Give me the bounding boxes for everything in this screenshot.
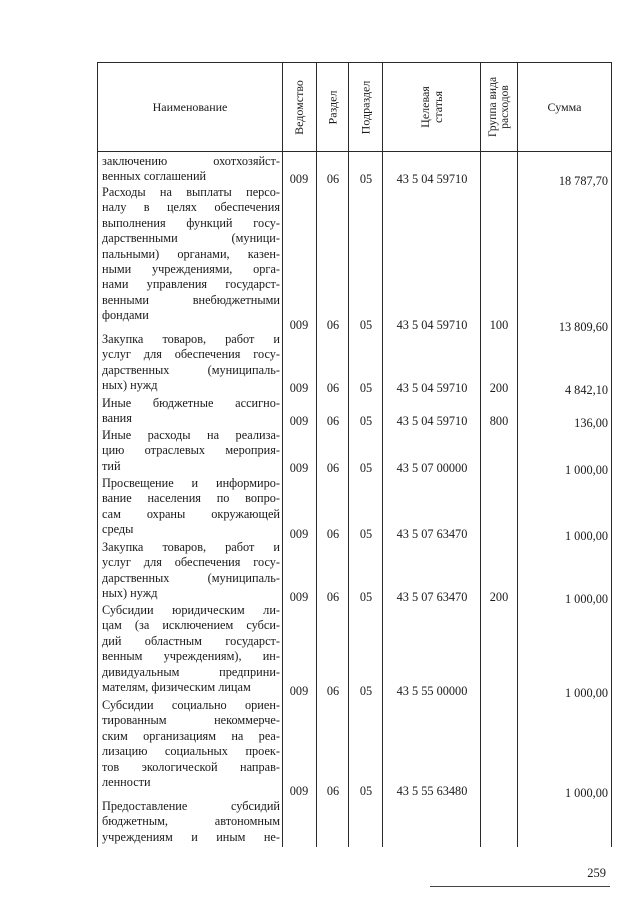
header-podrazdel: Подраздел bbox=[358, 80, 373, 134]
cell-summa: 1 000,00 bbox=[564, 463, 608, 477]
col-divider bbox=[517, 62, 518, 847]
row-description: Закупка товаров, работ и услуг для обеспечения госу- дарственных (муниципаль- ных) нужд bbox=[102, 332, 280, 393]
page-number: 259 bbox=[587, 866, 606, 880]
cell-vedomstvo: 009 bbox=[289, 527, 309, 541]
cell-podrazdel: 05 bbox=[359, 527, 373, 541]
cell-tselevaya: 43 5 07 63470 bbox=[396, 590, 468, 604]
cell-tselevaya: 43 5 04 59710 bbox=[396, 172, 468, 186]
cell-razdel: 06 bbox=[326, 414, 340, 428]
cell-razdel: 06 bbox=[326, 527, 340, 541]
table-left-border bbox=[97, 62, 98, 847]
cell-summa: 136,00 bbox=[574, 416, 608, 430]
cell-vedomstvo: 009 bbox=[289, 318, 309, 332]
cell-podrazdel: 05 bbox=[359, 784, 373, 798]
header-tselevaya: Целевая статья bbox=[417, 86, 445, 128]
cell-gruppa: 100 bbox=[489, 318, 509, 332]
cell-razdel: 06 bbox=[326, 318, 340, 332]
cell-gruppa: 200 bbox=[489, 381, 509, 395]
cell-razdel: 06 bbox=[326, 381, 340, 395]
cell-summa: 1 000,00 bbox=[564, 592, 608, 606]
cell-razdel: 06 bbox=[326, 784, 340, 798]
cell-vedomstvo: 009 bbox=[289, 461, 309, 475]
header-summa: Сумма bbox=[547, 99, 582, 114]
cell-podrazdel: 05 bbox=[359, 590, 373, 604]
table-right-border bbox=[611, 62, 612, 847]
cell-vedomstvo: 009 bbox=[289, 414, 309, 428]
row-description: Субсидии юридическим ли- цам (за исключением субси- дий областным государст- венным учреждениям), ин- дивидуальным предприни- мателям, физическим лицам bbox=[102, 603, 280, 695]
cell-tselevaya: 43 5 04 59710 bbox=[396, 381, 468, 395]
col-divider bbox=[316, 62, 317, 847]
cell-vedomstvo: 009 bbox=[289, 784, 309, 798]
cell-podrazdel: 05 bbox=[359, 318, 373, 332]
cell-vedomstvo: 009 bbox=[289, 172, 309, 186]
cell-podrazdel: 05 bbox=[359, 381, 373, 395]
cell-tselevaya: 43 5 07 00000 bbox=[396, 461, 468, 475]
cell-vedomstvo: 009 bbox=[289, 590, 309, 604]
row-description: Субсидии социально ориен- тированным некоммерче- ским организациям на реа- лизацию социальных проек- тов экологической направ- ленности bbox=[102, 698, 280, 790]
header-bottom-border bbox=[97, 151, 612, 152]
cell-razdel: 06 bbox=[326, 461, 340, 475]
cell-vedomstvo: 009 bbox=[289, 684, 309, 698]
header-vedomstvo: Ведомство bbox=[292, 79, 307, 135]
row-description: Предоставление субсидий бюджетным, автономным учреждениям и иным не- bbox=[102, 799, 280, 844]
cell-summa: 18 787,70 bbox=[558, 174, 608, 188]
cell-podrazdel: 05 bbox=[359, 172, 373, 186]
cell-tselevaya: 43 5 55 63480 bbox=[396, 784, 468, 798]
cell-vedomstvo: 009 bbox=[289, 381, 309, 395]
cell-gruppa: 800 bbox=[489, 414, 509, 428]
cell-summa: 1 000,00 bbox=[564, 686, 608, 700]
cell-summa: 13 809,60 bbox=[558, 320, 608, 334]
row-description: Закупка товаров, работ и услуг для обеспечения госу- дарственных (муниципаль- ных) нужд bbox=[102, 540, 280, 601]
col-divider bbox=[348, 62, 349, 847]
cell-tselevaya: 43 5 07 63470 bbox=[396, 527, 468, 541]
cell-tselevaya: 43 5 04 59710 bbox=[396, 318, 468, 332]
cell-razdel: 06 bbox=[326, 590, 340, 604]
cell-tselevaya: 43 5 55 00000 bbox=[396, 684, 468, 698]
row-description: Иные бюджетные ассигно- вания bbox=[102, 396, 280, 426]
cell-podrazdel: 05 bbox=[359, 684, 373, 698]
cell-summa: 1 000,00 bbox=[564, 529, 608, 543]
row-description: Расходы на выплаты персо- налу в целях обеспечения выполнения функций госу- дарственными (муници- пальными) органами, казен- ными учреждениями, орга- нами управления государст- венными внебюджетными фондами bbox=[102, 185, 280, 323]
cell-razdel: 06 bbox=[326, 684, 340, 698]
header-name: Наименование bbox=[152, 99, 228, 114]
cell-gruppa: 200 bbox=[489, 590, 509, 604]
col-divider bbox=[382, 62, 383, 847]
col-divider bbox=[480, 62, 481, 847]
header-gruppa: Группа вида расходов bbox=[487, 76, 512, 138]
cell-podrazdel: 05 bbox=[359, 414, 373, 428]
footer-rule bbox=[430, 886, 610, 887]
row-description: Просвещение и информиро- вание населения по вопро- сам охраны окружающей среды bbox=[102, 476, 280, 537]
cell-summa: 1 000,00 bbox=[564, 786, 608, 800]
row-description: заключению охотхозяйст- венных соглашений bbox=[102, 154, 280, 184]
row-description: Иные расходы на реализа- цию отраслевых мероприя- тий bbox=[102, 428, 280, 473]
cell-tselevaya: 43 5 04 59710 bbox=[396, 414, 468, 428]
cell-summa: 4 842,10 bbox=[564, 383, 608, 397]
cell-podrazdel: 05 bbox=[359, 461, 373, 475]
cell-razdel: 06 bbox=[326, 172, 340, 186]
header-razdel: Раздел bbox=[325, 90, 340, 124]
